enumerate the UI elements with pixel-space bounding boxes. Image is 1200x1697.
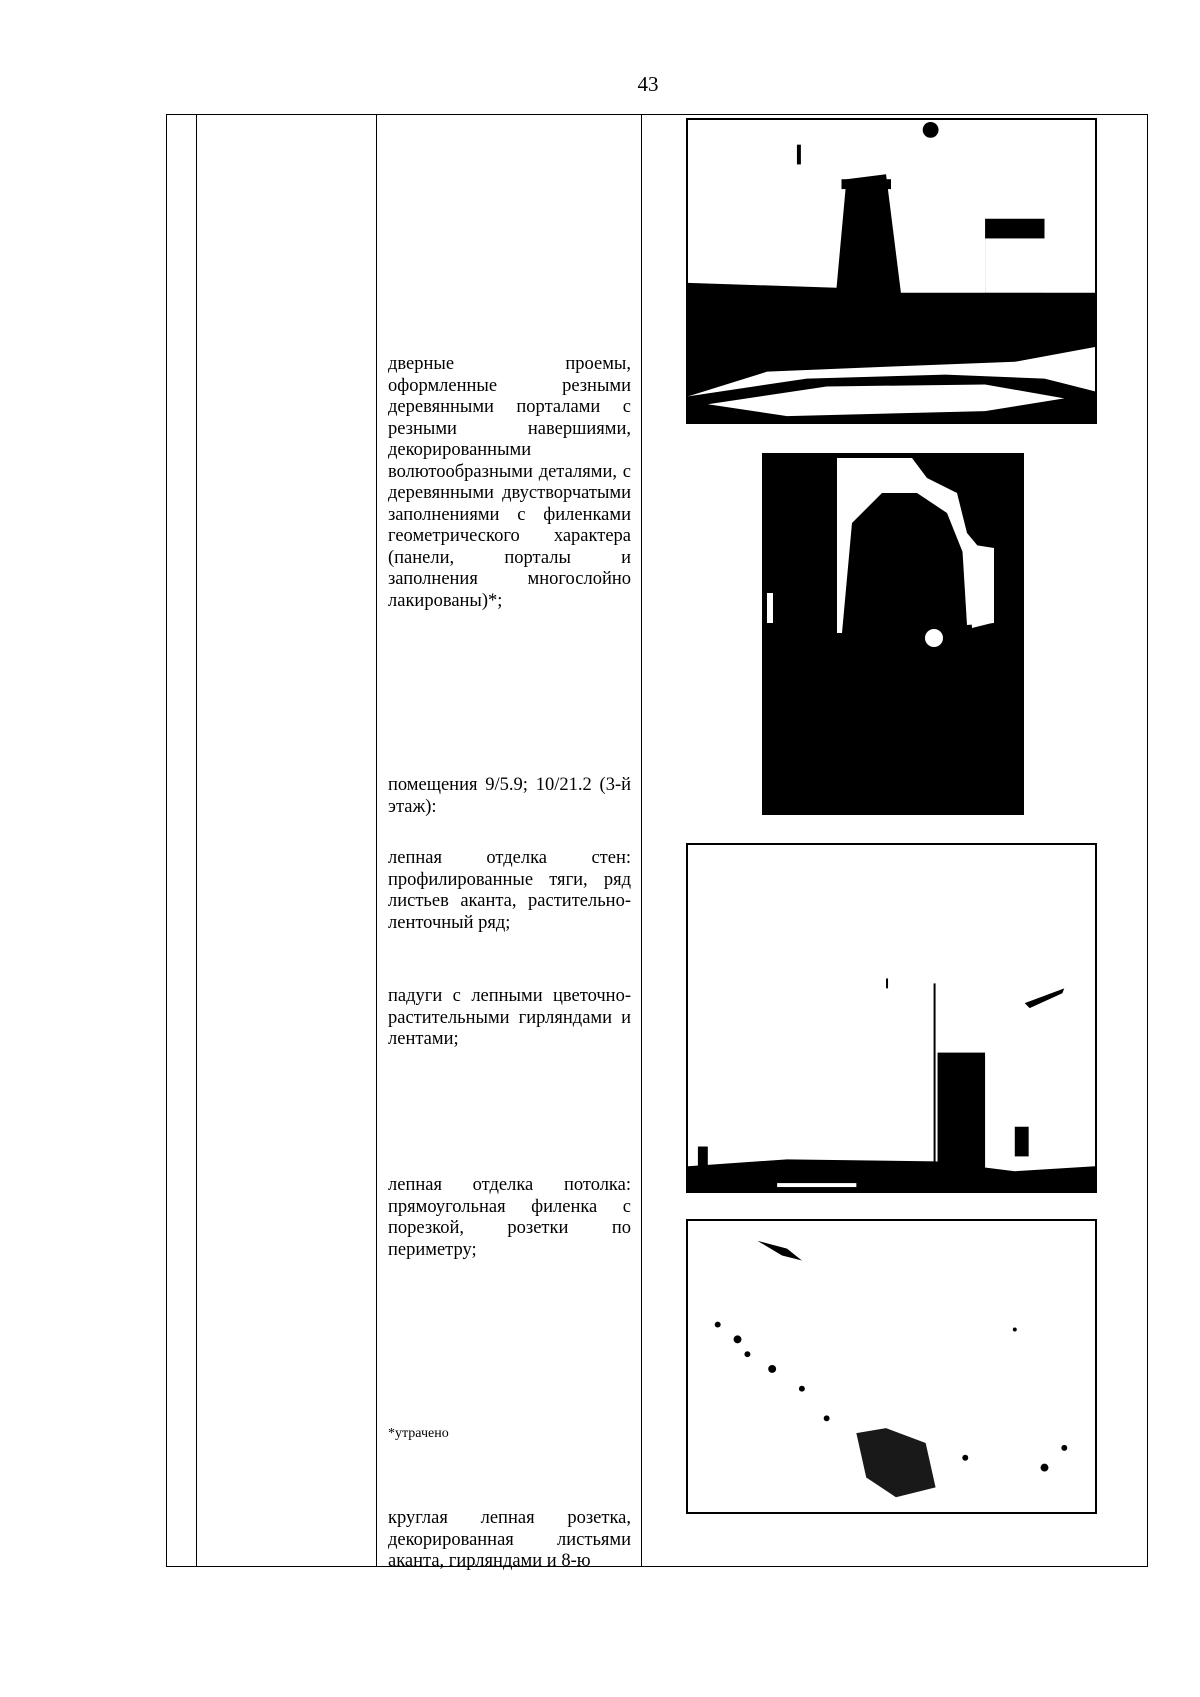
text-ceiling: лепная отделка потолка: прямоугольная филенка с порезкой, розетки по периметру; — [388, 1175, 631, 1260]
page-number: 43 — [637, 72, 659, 96]
photo-door-portal — [762, 453, 1024, 815]
text-lost-note: *утрачено — [388, 1426, 449, 1441]
text-rooms: помещения 9/5.9; 10/21.2 (3-й этаж): — [388, 775, 631, 817]
text-rosette: круглая лепная розетка, декорированная листьями аканта, гирляндами и 8-ю — [388, 1508, 631, 1571]
table-column-divider — [641, 114, 642, 1567]
photo-ceiling-detail — [686, 1219, 1097, 1514]
photo-wall-with-door — [686, 843, 1097, 1193]
text-doors: дверные проемы, оформленные резными деревянными порталами с резными навершиями, декорированными волютообразными деталями, с деревянными двустворчатыми заполнениями с филенками геометрического характера (панели, порталы и заполнения многослойно лакированы)*; — [388, 354, 631, 611]
photo-interior-doorway — [686, 118, 1097, 424]
table-column-divider — [196, 114, 197, 1567]
text-paduga: падуги с лепными цветочно-растительными гирляндами и лентами; — [388, 986, 631, 1049]
text-walls: лепная отделка стен: профилированные тяги, ряд листьев аканта, растительно-ленточный ряд; — [388, 848, 631, 933]
table-column-divider — [376, 114, 377, 1567]
